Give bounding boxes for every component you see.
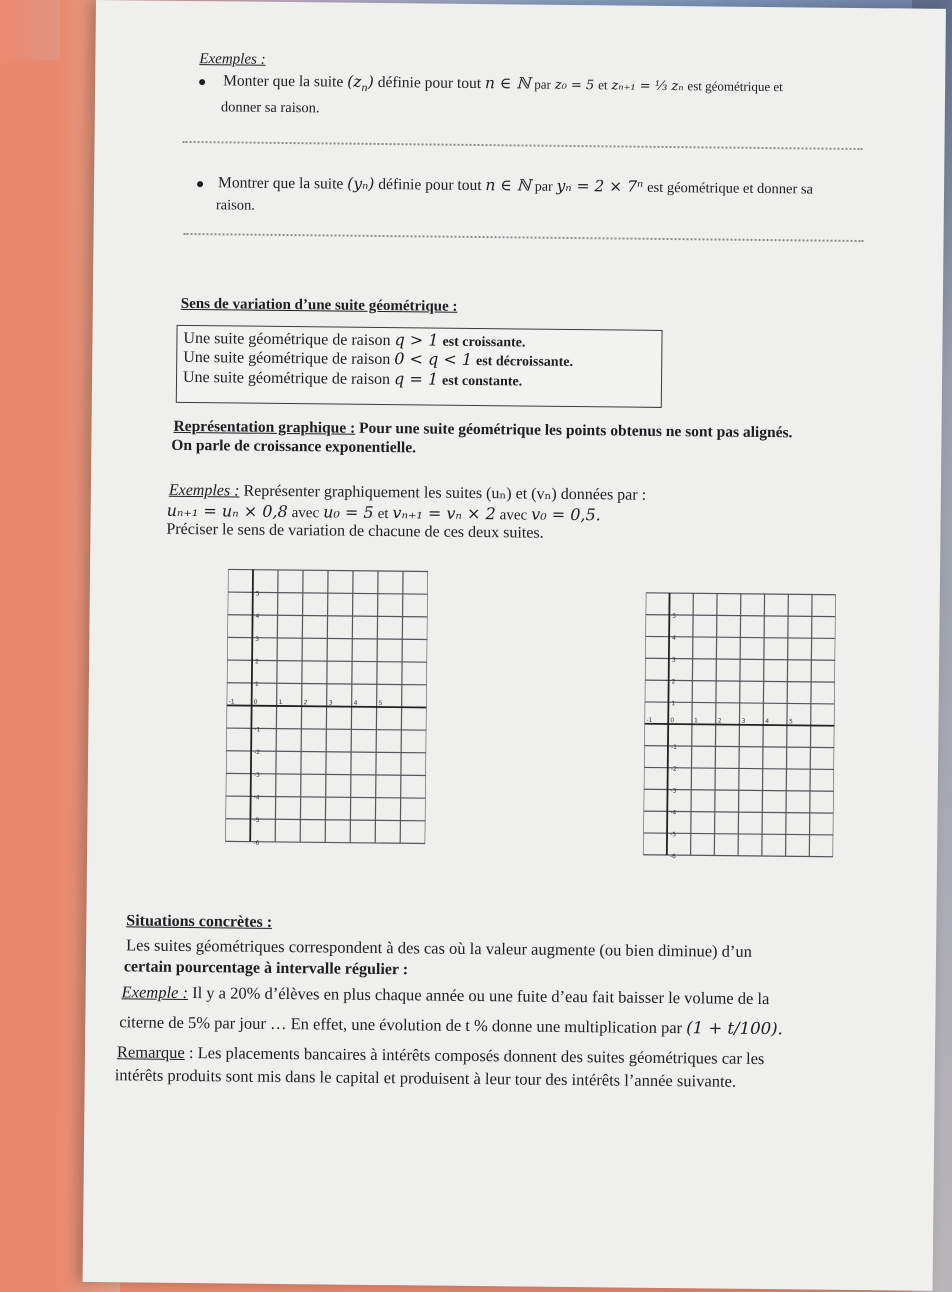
remark-line-1: Remarque : Les placements bancaires à intérêts composés donnent des suites géométriques car les	[116, 1042, 765, 1069]
x-tick-label: 5	[378, 699, 383, 708]
examples-heading: Exemples :	[199, 51, 266, 68]
x-tick-label: -1	[228, 698, 235, 706]
x-tick-label: 0	[253, 698, 258, 706]
situations-paragraph-line-2: certain pourcentage à intervalle régulier :	[123, 958, 409, 979]
exercise-2-line-2: raison.	[215, 197, 256, 214]
situations-paragraph-line-1: Les suites géométriques correspondent à des cas où la valeur augmente (ou bien diminue) d’un	[126, 935, 753, 961]
grid-right[interactable]	[643, 589, 836, 861]
y-tick-label: 4	[255, 613, 260, 621]
x-tick-label: 2	[717, 717, 722, 725]
bullet-marker	[197, 181, 203, 187]
y-tick-label: -6	[253, 839, 260, 847]
y-tick-label: 3	[671, 656, 676, 664]
variation-heading: Sens de variation d’une suite géométrique :	[180, 295, 458, 315]
rule-decreasing: Une suite géométrique de raison 0 < q < 1 est décroissante.	[183, 348, 574, 371]
answer-line	[184, 233, 864, 242]
graph-representation-line-2: On parle de croissance exponentielle.	[171, 436, 417, 457]
rule-increasing: Une suite géométrique de raison q > 1 est croissante.	[183, 329, 526, 351]
y-tick-label: 4	[672, 634, 676, 642]
rule-constant: Une suite géométrique de raison q = 1 est constante.	[182, 368, 523, 390]
y-tick-label: 3	[255, 635, 260, 643]
answer-line	[183, 141, 863, 150]
example-line-2: citerne de 5% par jour … En effet, une évolution de t % donne une multiplication par (1 + t/100).	[119, 1012, 783, 1039]
x-tick-label: 1	[278, 698, 283, 706]
y-tick-label: -3	[670, 787, 677, 795]
y-tick-label: -3	[253, 771, 260, 779]
y-tick-label: -1	[670, 743, 677, 751]
grid-left[interactable]	[225, 565, 428, 847]
variation-rule-box	[176, 325, 663, 408]
example-line-1: Exemple : Il y a 20% d’élèves en plus chaque année ou une fuite d’eau fait baisser le volume de la	[121, 982, 770, 1009]
exercise-1-line-1: Monter que la suite $(z_n)$ définie pour tout n ∈ ℕ par z₀ = 5 et zₙ₊₁ = ⅓ zₙ est géométrique et	[223, 72, 783, 95]
y-tick-label: 2	[671, 678, 676, 686]
examples2-line-2: uₙ₊₁ = uₙ × 0,8 avec u₀ = 5 et vₙ₊₁ = vₙ × 2 avec v₀ = 0,5.	[166, 500, 601, 525]
x-tick-label: 0	[670, 717, 675, 725]
y-tick-label: 2	[255, 658, 259, 666]
y-tick-label: 5	[672, 612, 677, 620]
remark-line-2: intérêts produits sont mis dans le capital et produisent à leur tour des intérêts l’année suivante.	[114, 1065, 737, 1091]
y-tick-label: -4	[253, 794, 260, 802]
y-tick-label: 5	[255, 590, 260, 598]
exercise-2-line-1: Montrer que la suite (yₙ) définie pour tout n ∈ ℕ par yₙ = 2 × 7ⁿ est géométrique et donner sa	[218, 174, 814, 198]
y-tick-label: -4	[670, 809, 677, 817]
worksheet-page	[83, 0, 946, 1291]
x-tick-label: 3	[328, 699, 333, 707]
examples2-line-3: Préciser le sens de variation de chacune de ces deux suites.	[166, 520, 544, 542]
x-tick-label: 2	[303, 699, 308, 707]
x-tick-label: -1	[646, 716, 653, 724]
bullet-marker	[199, 79, 205, 85]
y-tick-label: -6	[669, 853, 676, 861]
x-tick-label: 3	[741, 717, 746, 725]
situations-heading: Situations concrètes :	[126, 912, 273, 931]
x-tick-label: 5	[788, 718, 793, 726]
y-tick-label: -2	[670, 765, 677, 773]
x-tick-label: 4	[765, 718, 770, 726]
y-tick-label: -5	[670, 831, 677, 839]
exercise-1-line-2: donner sa raison.	[220, 99, 320, 117]
y-tick-label: -5	[253, 817, 260, 825]
x-tick-label: 1	[693, 717, 698, 725]
y-tick-label: 1	[671, 700, 676, 708]
x-tick-label: 4	[353, 699, 358, 707]
y-tick-label: -1	[254, 726, 261, 734]
examples2-line-1: Exemples : Représenter graphiquement les suites (uₙ) et (vₙ) données par :	[168, 481, 647, 504]
y-tick-label: -2	[254, 749, 261, 757]
graph-representation-line-1: Représentation graphique : Pour une suite géométrique les points obtenus ne sont pas alignés.	[173, 417, 793, 442]
y-tick-label: 1	[254, 681, 259, 689]
